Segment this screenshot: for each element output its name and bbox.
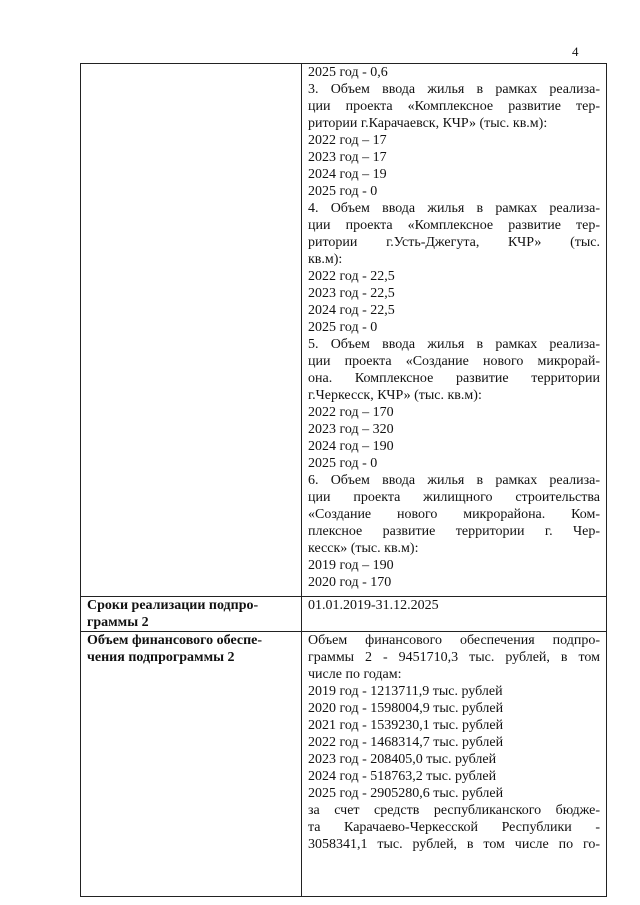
text-line: 2022 год - 22,5 [308, 269, 395, 284]
label-line: Объем финансового обеспе- [87, 633, 263, 648]
text-line: 2023 год - 208405,0 тыс. рублей [308, 752, 497, 767]
row-value-cell [302, 597, 607, 632]
text-line: 2019 год – 190 [308, 558, 394, 573]
text-line: кв.м): [308, 252, 343, 267]
text-line: 2023 год - 22,5 [308, 286, 395, 301]
text-line: 2024 год – 19 [308, 167, 387, 182]
row-value-cell [302, 632, 607, 897]
text-line: 2023 год – 320 [308, 422, 394, 437]
text-line: ритории г.Усть-Джегута, КЧР» (тыс. [308, 235, 600, 250]
text-line: ритории г.Карачаевск, КЧР» (тыс. кв.м): [308, 116, 548, 131]
text-line: 2025 год - 0 [308, 320, 378, 335]
text-line: Объем финансового обеспечения подпро- [308, 633, 600, 648]
text-line: 2022 год - 1468314,7 тыс. рублей [308, 735, 504, 750]
text-line: 3058341,1 тыс. рублей, в том числе по го- [308, 837, 600, 852]
row-value-cell [302, 64, 607, 597]
row-label-cell [81, 597, 302, 632]
text-line: 2025 год - 0,6 [308, 65, 388, 80]
text-line: ции проекта «Создание нового микрорай- [308, 354, 600, 369]
text-line: 3. Объем ввода жилья в рамках реализа- [308, 82, 600, 97]
text-line: 2020 год - 170 [308, 575, 392, 590]
text-line: 2019 год - 1213711,9 тыс. рублей [308, 684, 503, 699]
text-line: 6. Объем ввода жилья в рамках реализа- [308, 473, 600, 488]
table-row-funding [81, 632, 607, 897]
text-line: ции проекта «Комплексное развитие тер- [308, 218, 600, 233]
text-line: числе по годам: [308, 667, 402, 682]
text-line: за счет средств республиканского бюдже- [308, 803, 600, 818]
text-line: 2024 год – 190 [308, 439, 394, 454]
text-line: 2020 год - 1598004,9 тыс. рублей [308, 701, 504, 716]
row-label-cell [81, 64, 302, 597]
table-row-timeline [81, 597, 607, 632]
text-line: 2022 год – 170 [308, 405, 394, 420]
text-line: плексное развитие территории г. Чер- [308, 524, 600, 539]
row-label-funding [87, 632, 295, 666]
text-line: 4. Объем ввода жилья в рамках реализа- [308, 201, 600, 216]
table-row-housing-volume [81, 64, 607, 597]
text-line: 2025 год - 0 [308, 456, 378, 471]
text-line: 5. Объем ввода жилья в рамках реализа- [308, 337, 600, 352]
page-number: 4 [572, 44, 579, 59]
text-line: 2021 год - 1539230,1 тыс. рублей [308, 718, 504, 733]
label-line: Сроки реализации подпро- [87, 598, 259, 613]
text-line: 01.01.2019-31.12.2025 [308, 598, 439, 613]
text-line: 2024 год - 22,5 [308, 303, 395, 318]
label-line: чения подпрограммы 2 [87, 650, 235, 665]
text-line: она. Комплексное развитие территории [308, 371, 600, 386]
text-line: 2023 год – 17 [308, 150, 387, 165]
text-line: г.Черкесск, КЧР» (тыс. кв.м): [308, 388, 482, 403]
text-line: ции проекта жилищного строительства [308, 490, 600, 505]
text-line: 2025 год - 0 [308, 184, 378, 199]
row-label-cell [81, 632, 302, 897]
text-line: 2024 год - 518763,2 тыс. рублей [308, 769, 497, 784]
text-line: 2022 год – 17 [308, 133, 387, 148]
text-line: ции проекта «Комплексное развитие тер- [308, 99, 600, 114]
text-line: кесск» (тыс. кв.м): [308, 541, 419, 556]
text-line: «Создание нового микрорайона. Ком- [308, 507, 600, 522]
label-line: граммы 2 [87, 615, 149, 630]
text-line: та Карачаево-Черкесской Республики - [308, 820, 600, 835]
passport-table [80, 63, 607, 897]
text-line: граммы 2 - 9451710,3 тыс. рублей, в том [308, 650, 600, 665]
text-line: 2025 год - 2905280,6 тыс. рублей [308, 786, 504, 801]
row-label-timeline [87, 597, 295, 631]
